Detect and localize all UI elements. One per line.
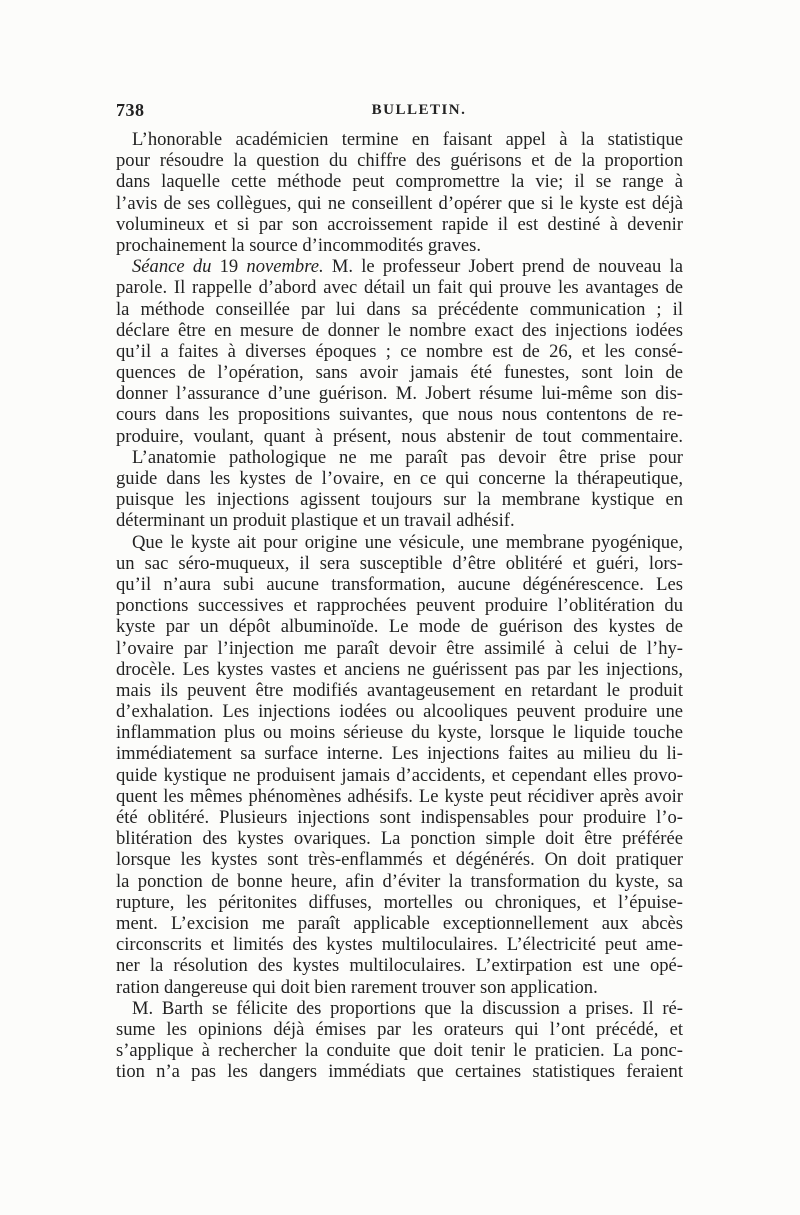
text-line: lorsque les kystes sont très-enflammés et dégénérés. On doit pratiquer — [116, 849, 683, 871]
text-line: guide dans les kystes de l’ovaire, en ce qui concerne la thérapeutique, — [116, 468, 683, 489]
text-line: quent les mêmes phénomènes adhésifs. Le kyste peut récidiver après avoir — [116, 785, 683, 807]
text-line: puisque les injections agissent toujours sur la membrane kystique en — [116, 489, 683, 511]
text-line: blitération des kystes ovariques. La ponction simple doit être préférée — [116, 828, 683, 850]
text-line: ner la résolution des kystes multiloculaires. L’extirpation est une opé- — [116, 955, 683, 977]
text-line: déterminant un produit plastique et un travail adhésif. — [116, 510, 515, 532]
text-line: s’applique à rechercher la conduite que doit tenir le praticien. La ponc- — [116, 1040, 683, 1062]
text-line: volumineux et si par son accroissement rapide il est destiné à devenir — [116, 213, 683, 235]
session-month: novembre. — [246, 256, 324, 278]
text-line: produire, voulant, quant à présent, nous abstenir de tout commentaire. — [116, 425, 683, 447]
text-line: quide kystique ne produisent jamais d’accidents, et cependant elles provo- — [116, 764, 683, 786]
text-line: l’ovaire par l’injection me paraît devoir être assimilé à celui de l’hy- — [116, 637, 683, 659]
text-line: ration dangereuse qui doit bien rarement trouver son application. — [116, 976, 598, 998]
text-line: été oblitéré. Plusieurs injections sont indispensables pour produire l’o- — [116, 807, 683, 828]
text-line: un sac séro-muqueux, il sera susceptible d’être oblitéré et guéri, lors- — [116, 552, 683, 574]
text-line: sume les opinions déjà émises par les orateurs qui l’ont précédé, et — [116, 1018, 683, 1040]
text-line: dans laquelle cette méthode peut compromettre la vie; il se range à — [116, 171, 683, 193]
text-line: d’exhalation. Les injections iodées ou alcooliques peuvent produire une — [116, 701, 683, 723]
text-line: L’anatomie pathologique ne me paraît pas devoir être prise pour — [132, 446, 683, 468]
text-line: la ponction de bonne heure, afin d’éviter la transformation du kyste, sa — [116, 870, 683, 892]
text-line: L’honorable académicien termine en faisant appel à la statistique — [132, 129, 683, 150]
session-date: 19 — [219, 256, 239, 278]
text-line: circonscrits et limités des kystes multiloculaires. L’électricité peut ame- — [116, 934, 683, 956]
page-header — [116, 100, 682, 128]
page-number: 738 — [116, 100, 145, 120]
text-line: inflammation plus ou moins sérieuse du kyste, lorsque le liquide touche — [116, 722, 683, 744]
text-line: l’avis de ses collègues, qui ne conseillent d’opérer que si le kyste est déjà — [116, 192, 683, 214]
running-head: BULLETIN. — [371, 102, 467, 118]
text-line: cours dans les propositions suivantes, que nous nous contentons de re- — [116, 404, 683, 426]
text-line: immédiatement sa surface interne. Les injections faites au milieu du li- — [116, 743, 683, 765]
text-line: parole. Il rappelle d’abord avec détail un fait qui prouve les avantages de — [116, 277, 683, 299]
text-line: tion n’a pas les dangers immédiats que certaines statistiques feraient — [116, 1061, 683, 1083]
text-line: mais ils peuvent être modifiés avantageusement en retardant le produit — [116, 679, 683, 701]
text-line: ponctions successives et rapprochées peuvent produire l’oblitération du — [116, 595, 683, 617]
text-line: kyste par un dépôt albuminoïde. Le mode de guérison des kystes de — [116, 616, 683, 638]
text-line: déclare être en mesure de donner le nombre exact des injections iodées — [116, 319, 683, 341]
text-line: la méthode conseillée par lui dans sa précédente communication ; il — [116, 298, 683, 320]
session-line — [116, 256, 683, 277]
text-line: quences de l’opération, sans avoir jamais été funestes, sont loin de — [116, 362, 683, 384]
text-line: drocèle. Les kystes vastes et anciens ne guérissent pas par les injections, — [116, 658, 683, 680]
text-line: pour résoudre la question du chiffre des guérisons et de la proportion — [116, 150, 683, 172]
text-line: qu’il a faites à diverses époques ; ce nombre est de 26, et les consé- — [116, 340, 683, 362]
text-line: Que le kyste ait pour origine une vésicule, une membrane pyogénique, — [132, 531, 683, 553]
session-label: Séance du — [132, 256, 212, 278]
text-line: ment. L’excision me paraît applicable exceptionnellement aux abcès — [116, 912, 683, 934]
session-text: M. le professeur Jobert prend de nouveau la — [331, 256, 683, 278]
text-line: prochainement la source d’incommodités graves. — [116, 234, 482, 256]
body-text — [116, 129, 683, 1082]
text-line: rupture, les péritonites diffuses, mortelles ou chroniques, et l’épuise- — [116, 891, 683, 913]
text-line: donner l’assurance d’une guérison. M. Jobert résume lui-même son dis- — [116, 383, 683, 405]
text-line: qu’il n’aura subi aucune transformation, aucune dégénérescence. Les — [116, 573, 683, 595]
text-line: M. Barth se félicite des proportions que la discussion a prises. Il ré- — [132, 997, 683, 1019]
